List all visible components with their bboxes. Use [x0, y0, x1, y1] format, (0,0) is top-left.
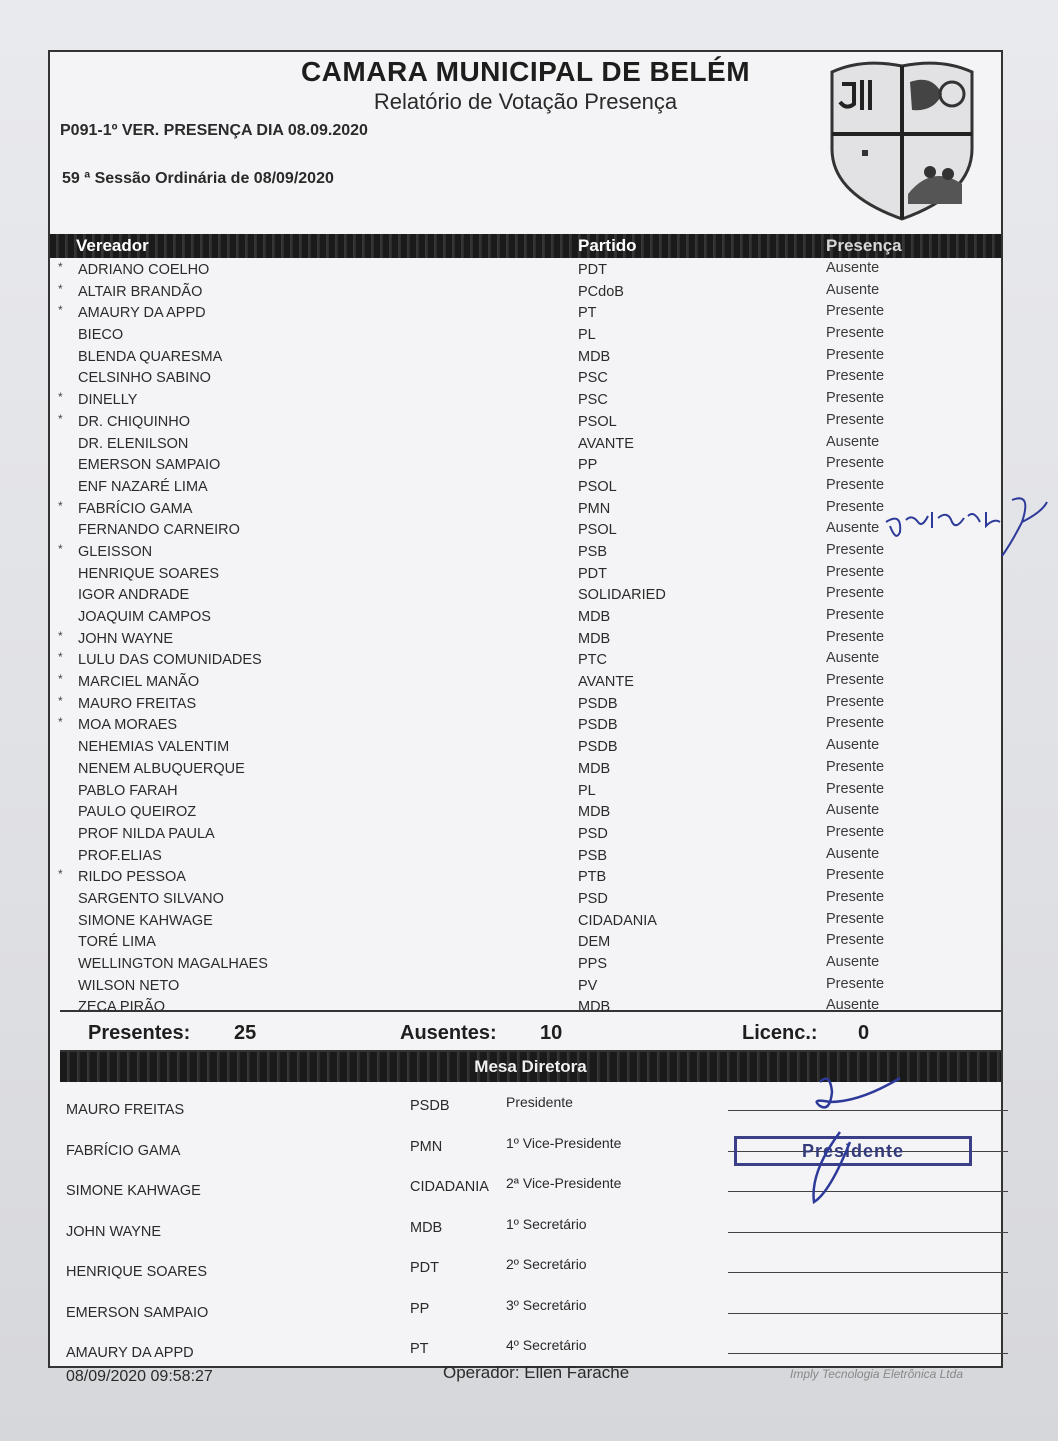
table-header [50, 234, 1001, 258]
licenc-count: 0 [858, 1022, 870, 1044]
row-marker: * [58, 693, 63, 708]
member-party: PDT [410, 1260, 439, 1276]
presence-status: Presente [826, 563, 885, 580]
party-name: PMN [578, 500, 611, 517]
presence-status: Presente [826, 368, 885, 385]
member-role: 3º Secretário [506, 1296, 587, 1313]
table-row [58, 911, 1001, 933]
presidente-stamp: Presidente [734, 1136, 972, 1166]
city-coat-of-arms-icon [822, 54, 982, 222]
signature-line [728, 1191, 1008, 1192]
presence-status: Presente [826, 411, 885, 428]
presence-status: Presente [826, 867, 885, 884]
presence-status: Presente [826, 780, 885, 797]
vereador-name: BIECO [78, 327, 124, 344]
vereador-name: DINELLY [78, 392, 138, 409]
row-marker: * [58, 498, 63, 513]
presence-status: Ausente [826, 845, 880, 862]
presence-status: Presente [826, 975, 885, 992]
table-row [58, 867, 1001, 889]
licenc-label: Licenc.: [742, 1022, 818, 1044]
table-row [58, 499, 1001, 521]
presence-status: Ausente [826, 997, 880, 1014]
table-row [58, 759, 1001, 781]
member-name: SIMONE KAHWAGE [66, 1183, 201, 1199]
presentes-count: 25 [234, 1022, 257, 1044]
row-marker: * [58, 390, 63, 405]
presence-status: Ausente [826, 260, 880, 276]
table-row [58, 954, 1001, 976]
table-row [58, 455, 1001, 477]
table-row [58, 542, 1001, 564]
table-row [58, 781, 1001, 803]
table-row [58, 846, 1001, 868]
party-name: SOLIDARIED [578, 587, 666, 604]
presence-status: Ausente [826, 433, 880, 450]
table-row [58, 477, 1001, 499]
party-name: DEM [578, 934, 611, 951]
presence-status: Presente [826, 910, 885, 927]
report-sheet [48, 50, 1003, 1368]
party-name: PSD [578, 890, 608, 907]
party-name: PPS [578, 956, 608, 972]
table-row [58, 325, 1001, 347]
column-partido: Partido [578, 236, 637, 255]
table-row [58, 672, 1001, 694]
totals-bar [60, 1010, 1003, 1052]
attendance-table [58, 260, 1001, 1019]
presence-status: Ausente [826, 520, 880, 537]
party-name: PSD [578, 825, 608, 842]
presence-status: Presente [826, 823, 885, 840]
presence-status: Ausente [826, 802, 880, 819]
row-marker: * [58, 672, 63, 687]
presence-status: Ausente [826, 281, 880, 298]
party-name: PDT [578, 565, 607, 582]
vereador-name: DR. ELENILSON [78, 435, 189, 452]
presence-status: Ausente [826, 954, 880, 970]
party-name: PSB [578, 847, 608, 864]
presence-status: Presente [826, 715, 885, 732]
table-row [58, 650, 1001, 672]
member-role: 1º Secretário [506, 1215, 587, 1232]
row-marker: * [58, 628, 63, 643]
party-name: PSC [578, 370, 608, 387]
member-role: 2º Secretário [506, 1256, 587, 1272]
row-marker: * [58, 541, 63, 556]
row-marker: * [58, 303, 63, 318]
vereador-name: NEHEMIAS VALENTIM [78, 739, 230, 756]
vereador-name: SIMONE KAHWAGE [78, 912, 213, 929]
member-name: MAURO FREITAS [66, 1102, 185, 1118]
vereador-name: MARCIEL MANÃO [78, 674, 200, 691]
table-row [58, 260, 1001, 282]
vereador-name: WILSON NETO [78, 977, 180, 994]
party-name: MDB [578, 630, 611, 647]
vereador-name: RILDO PESSOA [78, 869, 186, 886]
member-name: AMAURY DA APPD [66, 1345, 194, 1361]
vereador-name: ENF NAZARÉ LIMA [78, 478, 208, 495]
presence-status: Presente [826, 476, 885, 493]
member-role: 1º Vice-Presidente [506, 1134, 622, 1151]
vereador-name: IGOR ANDRADE [78, 587, 190, 604]
mesa-member-row [60, 1163, 1001, 1204]
row-marker: * [58, 715, 63, 730]
party-name: PT [578, 305, 597, 322]
vereador-name: JOHN WAYNE [78, 630, 174, 647]
presence-status: Presente [826, 325, 885, 342]
presence-status: Ausente [826, 737, 880, 754]
vereador-name: TORÉ LIMA [78, 934, 156, 951]
signature-line [728, 1272, 1008, 1273]
table-row [58, 585, 1001, 607]
party-name: CIDADANIA [578, 912, 657, 929]
member-party: PT [410, 1341, 429, 1357]
party-name: MDB [578, 999, 611, 1016]
vereador-name: ZECA PIRÃO [78, 999, 166, 1016]
mesa-diretora-header: Mesa Diretora [60, 1052, 1001, 1082]
mesa-member-row [60, 1082, 1001, 1123]
member-role: 2ª Vice-Presidente [506, 1175, 622, 1191]
member-role: Presidente [506, 1094, 573, 1110]
table-row [58, 303, 1001, 325]
table-row [58, 520, 1001, 542]
ausentes-count: 10 [540, 1022, 563, 1044]
member-party: MDB [410, 1219, 443, 1236]
vereador-name: ADRIANO COELHO [78, 262, 210, 278]
presence-status: Presente [826, 672, 885, 689]
member-name: JOHN WAYNE [66, 1223, 162, 1240]
vendor-label: Imply Tecnologia Eletrônica Ltda [790, 1367, 963, 1381]
table-row [58, 694, 1001, 716]
table-row [58, 889, 1001, 911]
vereador-name: CELSINHO SABINO [78, 370, 211, 387]
vereador-name: AMAURY DA APPD [78, 305, 206, 322]
party-name: PP [578, 457, 598, 474]
row-marker: * [58, 411, 63, 426]
table-row [58, 434, 1001, 456]
signature-line [728, 1353, 1008, 1354]
party-name: MDB [578, 609, 611, 625]
signature-line [728, 1110, 1008, 1111]
row-marker: * [58, 650, 63, 665]
table-row [58, 932, 1001, 954]
page-title: CAMARA MUNICIPAL DE BELÉM [300, 56, 751, 87]
vote-code: P091-1º VER. PRESENÇA DIA 08.09.2020 [60, 122, 368, 139]
member-party: PP [410, 1300, 430, 1317]
vereador-name: GLEISSON [78, 543, 153, 560]
report-header [50, 52, 1001, 234]
table-row [58, 802, 1001, 824]
mesa-member-row [60, 1325, 1001, 1366]
session-label: 59 ª Sessão Ordinária de 08/09/2020 [62, 170, 334, 187]
table-row [58, 607, 1001, 629]
vereador-name: PROF.ELIAS [78, 847, 162, 864]
vereador-name: PROF NILDA PAULA [78, 825, 215, 842]
signature-line [728, 1232, 1008, 1233]
vereador-name: PABLO FARAH [78, 782, 178, 799]
presence-status: Presente [826, 346, 885, 363]
row-marker: * [58, 281, 63, 296]
party-name: PSOL [578, 478, 617, 495]
ausentes-label: Ausentes: [400, 1022, 497, 1044]
presence-status: Ausente [826, 650, 880, 667]
vereador-name: LULU DAS COMUNIDADES [78, 652, 262, 669]
vereador-name: WELLINGTON MAGALHAES [78, 956, 268, 972]
vereador-name: MAURO FREITAS [78, 695, 197, 712]
mesa-member-row [60, 1244, 1001, 1285]
vereador-name: EMERSON SAMPAIO [78, 457, 221, 474]
vereador-name: SARGENTO SILVANO [78, 890, 224, 907]
column-presenca: Presença [826, 236, 902, 255]
party-name: PTC [578, 652, 607, 669]
member-party: PMN [410, 1138, 443, 1155]
party-name: PSOL [578, 522, 617, 539]
presence-status: Presente [826, 390, 885, 407]
table-row [58, 715, 1001, 737]
vereador-name: DR. CHIQUINHO [78, 413, 190, 430]
mesa-diretora-list [60, 1082, 1001, 1366]
party-name: PSC [578, 392, 608, 409]
table-row [58, 824, 1001, 846]
party-name: PL [578, 782, 596, 799]
party-name: PSB [578, 543, 608, 560]
party-name: PDT [578, 262, 607, 278]
party-name: PCdoB [578, 283, 624, 300]
presence-status: Presente [826, 693, 885, 710]
party-name: PSDB [578, 695, 618, 712]
party-name: MDB [578, 760, 611, 777]
presence-status: Presente [826, 628, 885, 645]
party-name: AVANTE [578, 435, 634, 452]
presence-status: Presente [826, 541, 885, 558]
vereador-name: FABRÍCIO GAMA [78, 500, 193, 517]
vereador-name: JOAQUIM CAMPOS [78, 609, 211, 625]
presence-status: Presente [826, 758, 885, 775]
vereador-name: BLENDA QUARESMA [78, 348, 223, 365]
table-row [58, 737, 1001, 759]
party-name: MDB [578, 804, 611, 821]
table-row [58, 390, 1001, 412]
party-name: PSOL [578, 413, 617, 430]
row-marker: * [58, 260, 63, 274]
member-name: HENRIQUE SOARES [66, 1264, 207, 1280]
presence-status: Presente [826, 498, 885, 515]
table-row [58, 564, 1001, 586]
vereador-name: PAULO QUEIROZ [78, 804, 197, 821]
party-name: AVANTE [578, 674, 634, 691]
presentes-label: Presentes: [88, 1022, 191, 1044]
table-row [58, 368, 1001, 390]
vereador-name: ALTAIR BRANDÃO [78, 283, 203, 300]
mesa-member-row [60, 1285, 1001, 1326]
member-party: CIDADANIA [410, 1179, 489, 1195]
table-row [58, 976, 1001, 998]
report-datetime: 08/09/2020 09:58:27 [66, 1368, 213, 1385]
presence-status: Presente [826, 932, 885, 949]
operator-label: Operador: Ellen Farache [443, 1363, 630, 1382]
vereador-name: MOA MORAES [78, 717, 178, 734]
member-role: 4º Secretário [506, 1337, 587, 1353]
table-row [58, 629, 1001, 651]
row-marker: * [58, 867, 63, 882]
party-name: PSDB [578, 739, 618, 756]
table-row [58, 347, 1001, 369]
table-row [58, 282, 1001, 304]
presence-status: Presente [826, 303, 885, 320]
presence-status: Presente [826, 607, 885, 623]
vereador-name: FERNANDO CARNEIRO [78, 522, 240, 539]
member-name: EMERSON SAMPAIO [66, 1304, 209, 1321]
vereador-name: NENEM ALBUQUERQUE [78, 760, 245, 777]
mesa-member-row [60, 1204, 1001, 1245]
party-name: MDB [578, 348, 611, 365]
party-name: PL [578, 327, 596, 344]
table-row [58, 412, 1001, 434]
signature-line [728, 1313, 1008, 1314]
presence-status: Presente [826, 585, 885, 602]
column-vereador: Vereador [76, 236, 149, 255]
party-name: PSDB [578, 717, 618, 734]
party-name: PTB [578, 869, 607, 886]
presence-status: Presente [826, 455, 885, 472]
page-subtitle: Relatório de Votação Presença [373, 89, 678, 114]
member-name: FABRÍCIO GAMA [66, 1142, 181, 1159]
vereador-name: HENRIQUE SOARES [78, 565, 219, 582]
presence-status: Presente [826, 888, 885, 905]
party-name: PV [578, 977, 598, 994]
member-party: PSDB [410, 1098, 450, 1114]
